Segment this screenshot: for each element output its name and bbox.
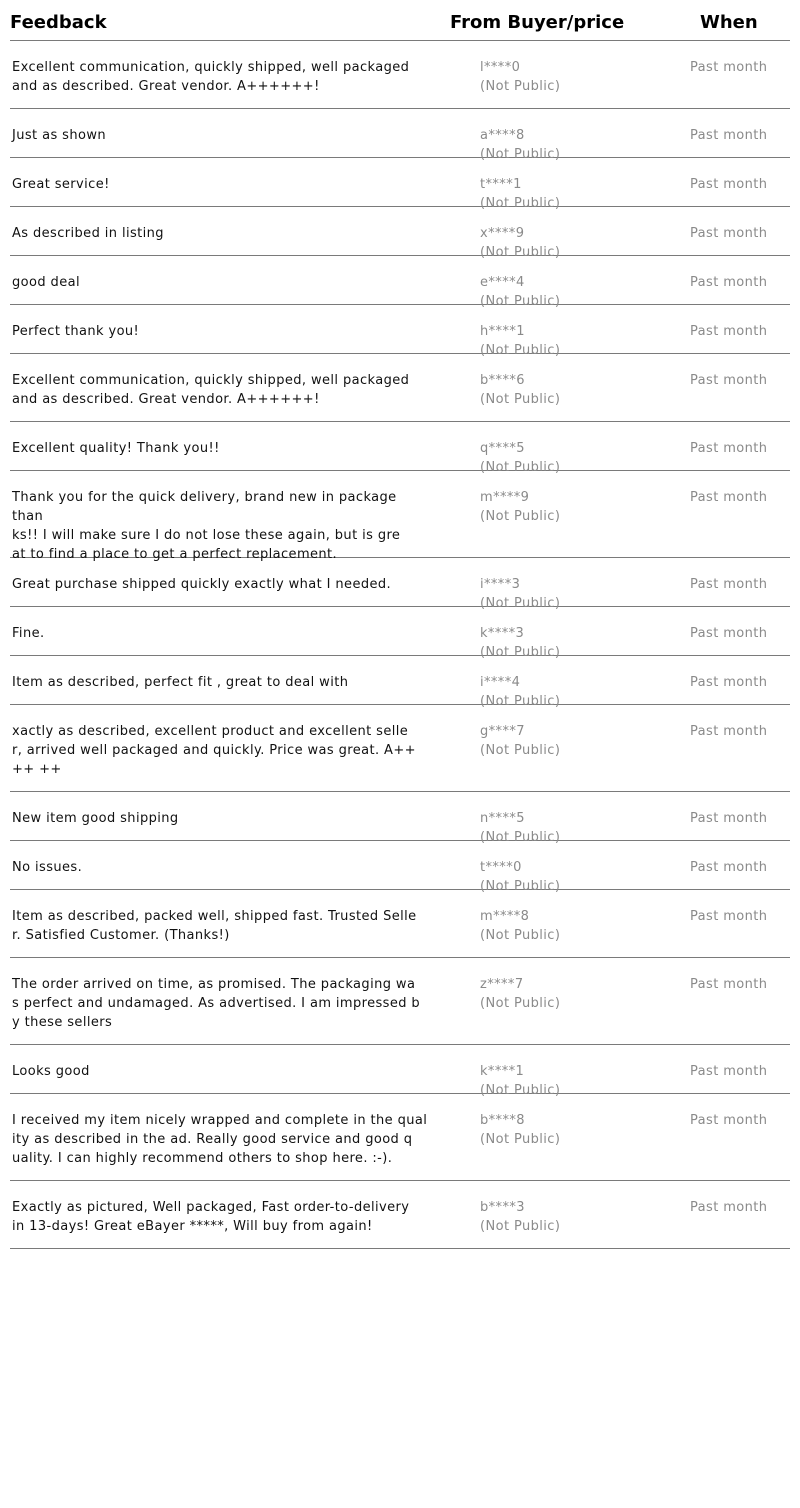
column-header-feedback[interactable]: Feedback — [10, 12, 107, 33]
buyer-privacy: (Not Public) — [480, 879, 561, 894]
feedback-text: As described in listing — [12, 226, 164, 241]
buyer-id: n****5 — [480, 811, 525, 826]
feedback-text: The order arrived on time, as promised. The packaging wa s perfect and undamaged. As advertised. I am impressed b y these sellers — [12, 977, 421, 1030]
table-row — [10, 256, 790, 309]
buyer-privacy: (Not Public) — [480, 1132, 561, 1147]
buyer-privacy: (Not Public) — [480, 830, 561, 845]
when-cell: Past month — [690, 1113, 768, 1128]
buyer-privacy: (Not Public) — [480, 509, 561, 524]
buyer-privacy: (Not Public) — [480, 343, 561, 358]
buyer-id: m****8 — [480, 909, 530, 924]
buyer-id: t****0 — [480, 860, 522, 875]
buyer-privacy: (Not Public) — [480, 460, 561, 475]
when-cell: Past month — [690, 724, 768, 739]
feedback-text: No issues. — [12, 860, 83, 875]
buyer-id: a****8 — [480, 128, 525, 143]
table-row — [10, 471, 790, 562]
feedback-text: Great service! — [12, 177, 110, 192]
when-cell: Past month — [690, 441, 768, 456]
when-cell: Past month — [690, 226, 768, 241]
when-cell: Past month — [690, 490, 768, 505]
when-cell: Past month — [690, 128, 768, 143]
when-cell: Past month — [690, 909, 768, 924]
buyer-cell — [480, 975, 560, 1013]
buyer-id: e****4 — [480, 275, 525, 290]
buyer-privacy: (Not Public) — [480, 694, 561, 709]
column-header-buyer[interactable]: From Buyer/price — [450, 12, 625, 33]
buyer-id: b****6 — [480, 373, 525, 388]
buyer-privacy: (Not Public) — [480, 294, 561, 309]
when-cell: Past month — [690, 373, 768, 388]
buyer-id: b****3 — [480, 1200, 525, 1215]
feedback-text: Thank you for the quick delivery, brand new in package than ks!! I will make sure I do not lose these again, but is gre at to find a place to get a perfect replacement. — [12, 490, 401, 562]
buyer-privacy: (Not Public) — [480, 743, 561, 758]
buyer-privacy: (Not Public) — [480, 147, 561, 162]
buyer-id: m****9 — [480, 490, 530, 505]
feedback-text: Exactly as pictured, Well packaged, Fast order-to-delivery in 13-days! Great eBayer *****, Will buy from again! — [12, 1200, 410, 1234]
buyer-cell — [480, 907, 560, 945]
buyer-id: q****5 — [480, 441, 525, 456]
buyer-privacy: (Not Public) — [480, 245, 561, 260]
table-row — [10, 841, 790, 894]
table-row — [10, 656, 790, 709]
table-row — [10, 109, 790, 162]
buyer-cell — [480, 1111, 560, 1149]
feedback-text: Perfect thank you! — [12, 324, 140, 339]
when-cell: Past month — [690, 626, 768, 641]
feedback-text: Item as described, packed well, shipped fast. Trusted Selle r. Satisfied Customer. (Thanks!) — [12, 909, 417, 943]
table-row — [10, 1045, 790, 1098]
feedback-text: Item as described, perfect fit , great to deal with — [12, 675, 349, 690]
feedback-text: Fine. — [12, 626, 45, 641]
feedback-text: New item good shipping — [12, 811, 179, 826]
buyer-cell — [480, 58, 560, 96]
buyer-id: h****1 — [480, 324, 525, 339]
buyer-privacy: (Not Public) — [480, 196, 561, 211]
table-row — [10, 158, 790, 211]
when-cell: Past month — [690, 577, 768, 592]
buyer-privacy: (Not Public) — [480, 596, 561, 611]
buyer-privacy: (Not Public) — [480, 928, 561, 943]
buyer-id: g****7 — [480, 724, 525, 739]
when-cell: Past month — [690, 177, 768, 192]
buyer-privacy: (Not Public) — [480, 79, 561, 94]
feedback-text: I received my item nicely wrapped and complete in the qual ity as described in the ad. Really good service and good q uality. I can highly recommend others to shop here. :-). — [12, 1113, 428, 1166]
when-cell: Past month — [690, 275, 768, 290]
buyer-id: k****1 — [480, 1064, 525, 1079]
table-header — [10, 0, 790, 41]
table-row — [10, 354, 790, 422]
buyer-id: t****1 — [480, 177, 522, 192]
buyer-id: l****0 — [480, 60, 521, 75]
when-cell: Past month — [690, 977, 768, 992]
feedback-text: good deal — [12, 275, 80, 290]
table-row — [10, 792, 790, 845]
buyer-id: x****9 — [480, 226, 525, 241]
buyer-id: k****3 — [480, 626, 525, 641]
when-cell: Past month — [690, 60, 768, 75]
when-cell: Past month — [690, 1064, 768, 1079]
table-row — [10, 558, 790, 611]
when-cell: Past month — [690, 1200, 768, 1215]
table-row — [10, 890, 790, 958]
buyer-privacy: (Not Public) — [480, 1219, 561, 1234]
when-cell: Past month — [690, 860, 768, 875]
table-row — [10, 607, 790, 660]
feedback-text: Excellent quality! Thank you!! — [12, 441, 220, 456]
buyer-cell — [480, 1198, 560, 1236]
column-header-when[interactable]: When — [700, 12, 758, 33]
when-cell: Past month — [690, 675, 768, 690]
buyer-id: i****3 — [480, 577, 521, 592]
buyer-privacy: (Not Public) — [480, 996, 561, 1011]
buyer-privacy: (Not Public) — [480, 392, 561, 407]
buyer-id: z****7 — [480, 977, 524, 992]
table-row — [10, 207, 790, 260]
feedback-text: Looks good — [12, 1064, 90, 1079]
when-cell: Past month — [690, 324, 768, 339]
table-row — [10, 1181, 790, 1249]
buyer-cell — [480, 722, 560, 760]
feedback-text: Just as shown — [12, 128, 106, 143]
feedback-text: xactly as described, excellent product and excellent selle r, arrived well packaged and quickly. Price was great. A++ ++ ++ — [12, 724, 416, 777]
table-row — [10, 958, 790, 1045]
feedback-text: Excellent communication, quickly shipped, well packaged and as described. Great vendor. A++++++! — [12, 60, 410, 94]
table-row — [10, 1094, 790, 1181]
buyer-id: i****4 — [480, 675, 521, 690]
feedback-text: Excellent communication, quickly shipped, well packaged and as described. Great vendor. A++++++! — [12, 373, 410, 407]
table-row — [10, 705, 790, 792]
buyer-id: b****8 — [480, 1113, 525, 1128]
buyer-cell — [480, 371, 560, 409]
table-row — [10, 422, 790, 475]
buyer-privacy: (Not Public) — [480, 1083, 561, 1098]
table-row — [10, 41, 790, 109]
buyer-cell — [480, 488, 560, 526]
buyer-privacy: (Not Public) — [480, 645, 561, 660]
table-row — [10, 305, 790, 358]
feedback-text: Great purchase shipped quickly exactly what I needed. — [12, 577, 392, 592]
when-cell: Past month — [690, 811, 768, 826]
